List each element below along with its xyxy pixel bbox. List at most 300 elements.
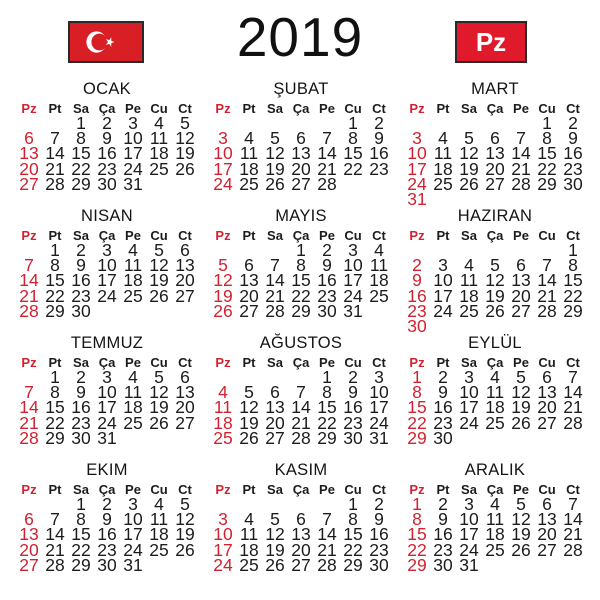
date-cell: 27 <box>265 427 285 448</box>
date-cell: 26 <box>511 412 531 433</box>
date-cell: 4 <box>128 240 138 261</box>
date-cell: 26 <box>265 554 285 575</box>
date-cell: 2 <box>568 113 578 134</box>
date-cell: 27 <box>175 412 195 433</box>
weekday-label: Sa <box>461 354 477 370</box>
date-cell: 2 <box>438 367 448 388</box>
date-cell: 20 <box>239 285 259 306</box>
week-row <box>210 427 392 448</box>
weekday-label: Sa <box>461 100 477 116</box>
month-weeks <box>210 367 392 448</box>
date-cell: 8 <box>50 255 60 276</box>
date-cell: 16 <box>97 524 117 545</box>
date-cell: 19 <box>511 397 531 418</box>
weekday-label: Pe <box>513 100 529 116</box>
date-cell: 30 <box>563 173 583 194</box>
date-cell: 22 <box>45 412 65 433</box>
date-cell: 5 <box>180 494 190 515</box>
date-cell: 22 <box>71 158 91 179</box>
date-cell: 11 <box>123 382 143 403</box>
date-cell: 10 <box>123 509 143 530</box>
month-weeks <box>404 494 586 575</box>
weekday-label: Ct <box>566 354 580 370</box>
date-cell: 6 <box>542 494 552 515</box>
date-cell: 23 <box>369 158 389 179</box>
date-cell: 19 <box>149 397 169 418</box>
date-cell: 22 <box>71 539 91 560</box>
date-cell: 17 <box>459 524 479 545</box>
week-row <box>16 285 198 306</box>
date-cell: 26 <box>485 300 505 321</box>
month-block <box>404 461 586 588</box>
date-cell: 4 <box>244 509 254 530</box>
date-cell: 15 <box>407 397 427 418</box>
weekday-label: Sa <box>267 354 283 370</box>
date-cell: 10 <box>213 143 233 164</box>
date-cell: 4 <box>464 255 474 276</box>
date-cell: 20 <box>511 285 531 306</box>
date-cell: 18 <box>459 285 479 306</box>
week-row <box>16 173 198 194</box>
date-cell: 1 <box>542 113 552 134</box>
date-cell: 8 <box>322 382 332 403</box>
date-cell: 21 <box>291 412 311 433</box>
date-cell: 21 <box>563 524 583 545</box>
date-cell: 20 <box>291 539 311 560</box>
month-title: KASIM <box>274 461 328 479</box>
date-cell: 4 <box>154 113 164 134</box>
date-cell: 23 <box>407 300 427 321</box>
date-cell: 18 <box>433 158 453 179</box>
date-cell: 25 <box>239 173 259 194</box>
weekday-label: Cu <box>538 227 556 243</box>
date-cell: 27 <box>239 300 259 321</box>
date-cell: 25 <box>213 427 233 448</box>
date-cell: 2 <box>438 494 448 515</box>
date-cell: 17 <box>459 397 479 418</box>
date-cell: 17 <box>369 397 389 418</box>
date-cell: 22 <box>407 539 427 560</box>
date-cell: 28 <box>291 427 311 448</box>
month-title: MART <box>471 80 519 98</box>
date-cell: 14 <box>511 143 531 164</box>
date-cell: 23 <box>71 412 91 433</box>
year-title: 2019 <box>236 6 364 68</box>
month-weeks <box>16 113 198 194</box>
weekday-label: Ça <box>98 354 116 370</box>
date-cell: 1 <box>76 113 86 134</box>
date-cell: 5 <box>218 255 228 276</box>
months-grid <box>16 80 586 588</box>
date-cell: 6 <box>180 367 190 388</box>
date-cell: 22 <box>343 539 363 560</box>
date-cell: 16 <box>71 397 91 418</box>
date-cell: 19 <box>149 270 169 291</box>
date-cell: 24 <box>123 539 143 560</box>
date-cell: 22 <box>407 412 427 433</box>
date-cell: 15 <box>291 270 311 291</box>
month-title: TEMMUZ <box>70 334 144 352</box>
date-cell: 16 <box>97 143 117 164</box>
date-cell: 6 <box>180 240 190 261</box>
weekday-label: Ça <box>486 100 504 116</box>
date-cell: 29 <box>45 427 65 448</box>
date-cell: 2 <box>76 367 86 388</box>
date-cell: 1 <box>296 240 306 261</box>
weekday-label: Sa <box>267 100 283 116</box>
weekday-label: Pe <box>513 227 529 243</box>
date-cell: 28 <box>317 554 337 575</box>
date-cell: 11 <box>433 143 453 164</box>
weekday-label: Ça <box>486 481 504 497</box>
date-cell: 6 <box>296 128 306 149</box>
date-cell: 24 <box>343 285 363 306</box>
date-cell: 28 <box>317 173 337 194</box>
date-cell: 28 <box>563 412 583 433</box>
date-cell: 10 <box>459 382 479 403</box>
month-block <box>404 80 586 210</box>
weekday-label: Pt <box>48 227 62 243</box>
date-cell: 22 <box>317 412 337 433</box>
date-cell: 27 <box>485 173 505 194</box>
date-cell: 18 <box>485 524 505 545</box>
date-cell: 16 <box>407 285 427 306</box>
date-cell: 14 <box>563 382 583 403</box>
date-cell: 23 <box>97 158 117 179</box>
date-cell: 26 <box>213 300 233 321</box>
date-cell: 6 <box>24 128 34 149</box>
weekday-label: Ça <box>486 227 504 243</box>
date-cell: 28 <box>537 300 557 321</box>
weekday-label: Pt <box>242 481 256 497</box>
date-cell: 28 <box>19 427 39 448</box>
month-block <box>404 207 586 337</box>
date-cell: 13 <box>485 143 505 164</box>
date-cell: 11 <box>485 509 505 530</box>
weekday-label: Pe <box>125 481 141 497</box>
date-cell: 30 <box>317 300 337 321</box>
month-weeks <box>404 113 586 210</box>
date-cell: 1 <box>412 367 422 388</box>
date-cell: 24 <box>213 554 233 575</box>
date-cell: 9 <box>76 382 86 403</box>
month-title: OCAK <box>83 80 131 98</box>
date-cell: 15 <box>537 143 557 164</box>
date-cell: 3 <box>412 128 422 149</box>
week-row <box>210 554 392 575</box>
weekday-label: Sa <box>73 354 89 370</box>
date-cell: 6 <box>490 128 500 149</box>
date-cell: 5 <box>464 128 474 149</box>
weekday-label: Ct <box>178 354 192 370</box>
date-cell: 3 <box>438 255 448 276</box>
date-cell: 14 <box>563 509 583 530</box>
date-cell: 26 <box>239 427 259 448</box>
date-cell: 11 <box>239 143 259 164</box>
date-cell: 29 <box>317 427 337 448</box>
date-cell: 5 <box>490 255 500 276</box>
date-cell: 23 <box>317 285 337 306</box>
date-cell: 7 <box>322 509 332 530</box>
date-cell: 14 <box>537 270 557 291</box>
date-cell: 3 <box>128 113 138 134</box>
date-cell: 20 <box>537 397 557 418</box>
date-cell: 2 <box>102 113 112 134</box>
date-cell: 29 <box>563 300 583 321</box>
date-cell: 24 <box>123 158 143 179</box>
weekday-label: Ct <box>178 100 192 116</box>
date-cell: 9 <box>412 270 422 291</box>
weekday-label: Ct <box>372 354 386 370</box>
weekday-label: Pz <box>21 100 37 116</box>
date-cell: 31 <box>459 554 479 575</box>
date-cell: 31 <box>97 427 117 448</box>
date-cell: 9 <box>438 382 448 403</box>
date-cell: 18 <box>149 524 169 545</box>
date-cell: 12 <box>485 270 505 291</box>
date-cell: 26 <box>175 539 195 560</box>
date-cell: 10 <box>97 382 117 403</box>
date-cell: 10 <box>433 270 453 291</box>
weekday-label: Sa <box>73 227 89 243</box>
date-cell: 11 <box>459 270 479 291</box>
date-cell: 14 <box>19 270 39 291</box>
weekday-label: Pe <box>319 354 335 370</box>
weekday-label: Pe <box>125 227 141 243</box>
week-row <box>16 554 198 575</box>
date-cell: 27 <box>175 285 195 306</box>
weekday-header-row <box>210 100 392 116</box>
date-cell: 29 <box>71 173 91 194</box>
date-cell: 11 <box>123 255 143 276</box>
weekday-label: Pe <box>319 100 335 116</box>
date-cell: 5 <box>154 240 164 261</box>
date-cell: 12 <box>213 270 233 291</box>
date-cell: 3 <box>218 128 228 149</box>
date-cell: 23 <box>343 412 363 433</box>
month-weeks <box>16 494 198 575</box>
date-cell: 29 <box>291 300 311 321</box>
date-cell: 2 <box>348 367 358 388</box>
week-row <box>404 300 586 321</box>
weekday-label: Ça <box>486 354 504 370</box>
date-cell: 4 <box>490 494 500 515</box>
date-cell: 29 <box>537 173 557 194</box>
date-cell: 8 <box>348 128 358 149</box>
date-cell: 12 <box>239 397 259 418</box>
date-cell: 18 <box>485 397 505 418</box>
month-title: EKIM <box>86 461 128 479</box>
date-cell: 30 <box>407 316 427 337</box>
month-title: AĞUSTOS <box>259 334 343 352</box>
week-row <box>210 300 392 321</box>
date-cell: 28 <box>45 554 65 575</box>
week-row <box>404 554 586 575</box>
date-cell: 10 <box>369 382 389 403</box>
date-cell: 21 <box>537 285 557 306</box>
weekday-label: Pz <box>215 354 231 370</box>
date-cell: 24 <box>97 412 117 433</box>
date-cell: 8 <box>296 255 306 276</box>
date-cell: 20 <box>19 539 39 560</box>
date-cell: 29 <box>45 300 65 321</box>
date-cell: 30 <box>97 173 117 194</box>
date-cell: 14 <box>291 397 311 418</box>
date-cell: 31 <box>123 554 143 575</box>
date-cell: 7 <box>542 255 552 276</box>
date-cell: 1 <box>76 494 86 515</box>
date-cell: 8 <box>76 509 86 530</box>
date-cell: 12 <box>265 524 285 545</box>
date-cell: 16 <box>433 397 453 418</box>
weekday-label: Pt <box>242 354 256 370</box>
date-cell: 25 <box>239 554 259 575</box>
date-cell: 4 <box>374 240 384 261</box>
date-cell: 19 <box>265 539 285 560</box>
date-cell: 1 <box>348 113 358 134</box>
weekday-label: Cu <box>538 481 556 497</box>
date-cell: 4 <box>128 367 138 388</box>
week-row <box>404 316 586 337</box>
date-cell: 12 <box>511 382 531 403</box>
date-cell: 4 <box>438 128 448 149</box>
date-cell: 16 <box>343 397 363 418</box>
date-cell: 1 <box>568 240 578 261</box>
weekday-label: Sa <box>267 481 283 497</box>
date-cell: 8 <box>568 255 578 276</box>
date-cell: 28 <box>265 300 285 321</box>
week-start-badge <box>455 21 527 63</box>
date-cell: 24 <box>459 412 479 433</box>
date-cell: 2 <box>102 494 112 515</box>
date-cell: 18 <box>369 270 389 291</box>
date-cell: 23 <box>97 539 117 560</box>
date-cell: 30 <box>71 427 91 448</box>
weekday-label: Ça <box>98 100 116 116</box>
weekday-header-row <box>404 100 586 116</box>
date-cell: 25 <box>123 285 143 306</box>
date-cell: 26 <box>149 412 169 433</box>
date-cell: 7 <box>24 382 34 403</box>
date-cell: 9 <box>102 128 112 149</box>
weekday-label: Pz <box>409 100 425 116</box>
date-cell: 6 <box>542 367 552 388</box>
date-cell: 30 <box>97 554 117 575</box>
date-cell: 18 <box>149 143 169 164</box>
date-cell: 18 <box>123 397 143 418</box>
weekday-label: Cu <box>538 100 556 116</box>
date-cell: 9 <box>438 509 448 530</box>
date-cell: 10 <box>213 524 233 545</box>
date-cell: 13 <box>175 382 195 403</box>
weekday-label: Cu <box>344 354 362 370</box>
date-cell: 6 <box>24 509 34 530</box>
date-cell: 29 <box>71 554 91 575</box>
date-cell: 20 <box>291 158 311 179</box>
weekday-header-row <box>210 354 392 370</box>
date-cell: 17 <box>123 524 143 545</box>
weekday-label: Cu <box>150 227 168 243</box>
date-cell: 19 <box>459 158 479 179</box>
date-cell: 5 <box>516 367 526 388</box>
date-cell: 13 <box>511 270 531 291</box>
date-cell: 7 <box>296 382 306 403</box>
weekday-label: Sa <box>73 481 89 497</box>
weekday-label: Pz <box>409 481 425 497</box>
date-cell: 2 <box>374 113 384 134</box>
date-cell: 2 <box>322 240 332 261</box>
date-cell: 12 <box>175 128 195 149</box>
date-cell: 14 <box>317 524 337 545</box>
month-block <box>16 80 198 207</box>
date-cell: 16 <box>433 524 453 545</box>
month-weeks <box>210 494 392 575</box>
date-cell: 27 <box>19 173 39 194</box>
date-cell: 3 <box>464 367 474 388</box>
date-cell: 24 <box>369 412 389 433</box>
date-cell: 21 <box>563 397 583 418</box>
weekday-label: Ct <box>178 481 192 497</box>
date-cell: 22 <box>343 158 363 179</box>
date-cell: 4 <box>244 128 254 149</box>
week-row <box>16 300 198 321</box>
date-cell: 24 <box>97 285 117 306</box>
date-cell: 27 <box>537 412 557 433</box>
date-cell: 19 <box>239 412 259 433</box>
date-cell: 11 <box>239 524 259 545</box>
date-cell: 21 <box>45 539 65 560</box>
week-row <box>16 427 198 448</box>
date-cell: 22 <box>537 158 557 179</box>
weekday-label: Pz <box>215 227 231 243</box>
weekday-label: Pt <box>242 227 256 243</box>
date-cell: 23 <box>563 158 583 179</box>
weekday-label: Pe <box>125 354 141 370</box>
weekday-label: Ct <box>178 227 192 243</box>
date-cell: 12 <box>511 509 531 530</box>
weekday-header-row <box>210 481 392 497</box>
calendar-header <box>0 0 600 80</box>
date-cell: 17 <box>97 270 117 291</box>
date-cell: 30 <box>343 427 363 448</box>
weekday-label: Pz <box>409 227 425 243</box>
weekday-label: Cu <box>344 227 362 243</box>
date-cell: 1 <box>50 240 60 261</box>
date-cell: 5 <box>516 494 526 515</box>
date-cell: 26 <box>149 285 169 306</box>
date-cell: 8 <box>542 128 552 149</box>
weekday-label: Ça <box>292 227 310 243</box>
date-cell: 20 <box>265 412 285 433</box>
week-row <box>404 427 586 448</box>
date-cell: 29 <box>343 554 363 575</box>
date-cell: 3 <box>348 240 358 261</box>
date-cell: 13 <box>537 509 557 530</box>
date-cell: 30 <box>433 427 453 448</box>
date-cell: 6 <box>516 255 526 276</box>
date-cell: 9 <box>568 128 578 149</box>
date-cell: 31 <box>343 300 363 321</box>
date-cell: 11 <box>485 382 505 403</box>
date-cell: 3 <box>374 367 384 388</box>
date-cell: 4 <box>490 367 500 388</box>
month-block <box>210 461 392 588</box>
weekday-label: Pt <box>436 100 450 116</box>
date-cell: 10 <box>459 509 479 530</box>
date-cell: 29 <box>407 554 427 575</box>
date-cell: 16 <box>71 270 91 291</box>
date-cell: 10 <box>407 143 427 164</box>
